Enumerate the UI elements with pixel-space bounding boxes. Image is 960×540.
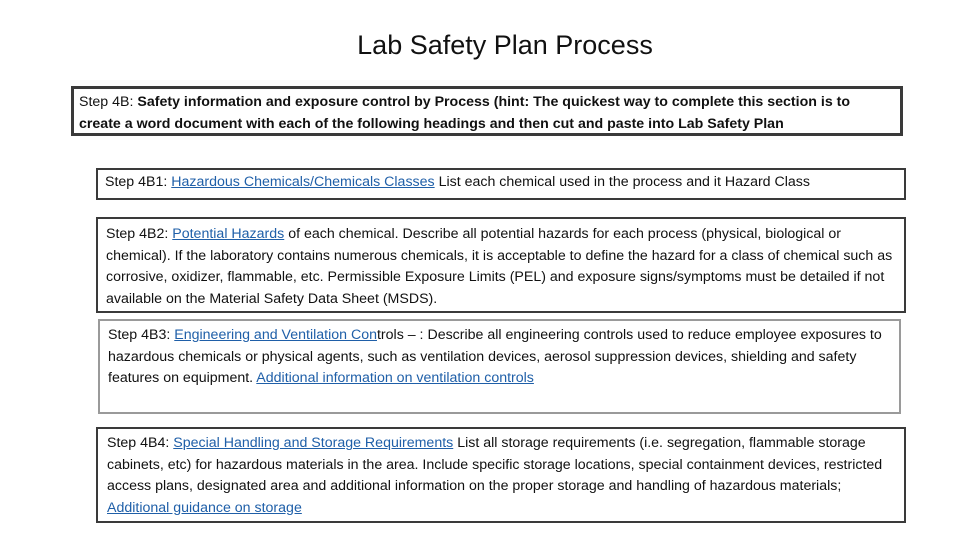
special-handling-link[interactable]: Special Handling and Storage Requirements (173, 435, 454, 451)
step-4b-text: Safety information and exposure control by Process (hint: The quickest way to complete this section is to create a word document with each of the following headings and then cut and paste into Lab Safety Plan (79, 94, 851, 132)
step-4b1-prefix: Step 4B1: (105, 174, 172, 190)
potential-hazards-link[interactable]: Potential Hazards (172, 226, 285, 242)
hazardous-chemicals-link[interactable]: Hazardous Chemicals/Chemicals Classes (171, 174, 435, 190)
step-4b2-prefix: Step 4B2: (106, 226, 173, 242)
step-4b-box (71, 86, 903, 136)
step-4b3-text: trols – : Describe all engineering controls used to reduce employee exposures to hazardous chemicals or physical agents, such as ventilation devices, aerosol suppression devices, shielding and safety features on equipment. (108, 327, 882, 386)
step-4b2-text: of each chemical. Describe all potential hazards for each process (physical, biological or chemical). If the laboratory contains numerous chemicals, it is acceptable to define the hazard for a class of chemical such as corrosive, oxidizer, flammable, etc. Permissible Exposure Limits (PEL) and exposure signs/symptoms must be detailed if not available on the Material Safety Data Sheet (MSDS). (106, 226, 893, 307)
step-4b1-box (96, 168, 906, 200)
step-4b2-box (96, 217, 906, 313)
storage-guidance-link[interactable]: Additional guidance on storage (107, 499, 302, 516)
page-title: Lab Safety Plan Process (357, 30, 653, 60)
engineering-controls-link[interactable]: Engineering and Ventilation Con (174, 327, 377, 343)
step-4b4-box (96, 427, 906, 523)
step-4b1-text: List each chemical used in the process and it Hazard Class (434, 174, 810, 190)
step-4b4-text: List all storage requirements (i.e. segregation, flammable storage cabinets, etc) for hazardous materials in the area. Include specific storage locations, special containment devices, restricted access plans, designated area and additional information on the proper storage and handling of hazardous materials; (107, 435, 883, 494)
step-4b4-prefix: Step 4B4: (107, 435, 174, 451)
step-4b3-box (98, 319, 901, 414)
step-4b3-prefix: Step 4B3: (108, 327, 175, 343)
step-4b-prefix: Step 4B: (79, 94, 138, 110)
ventilation-info-link[interactable]: Additional information on ventilation controls (256, 370, 534, 386)
